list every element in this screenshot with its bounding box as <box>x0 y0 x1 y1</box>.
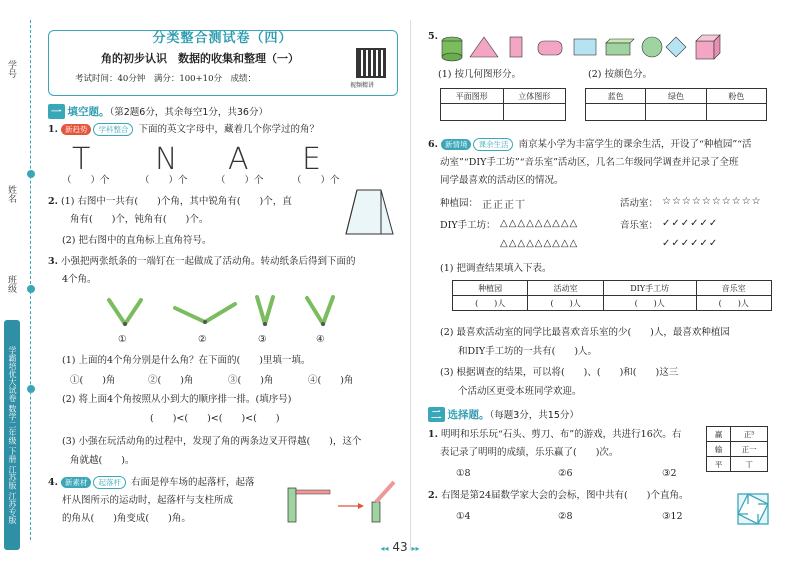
question-text: 下面的英文字母中，藏着几个你学过的角？ <box>138 124 319 135</box>
punch-hole <box>27 285 35 293</box>
table-cell: 赢 <box>707 427 731 442</box>
angles-figure <box>95 294 375 346</box>
answer-blank[interactable]: ③( )角 <box>228 375 274 386</box>
option[interactable]: ②8 <box>558 511 573 522</box>
series-tag: 学霸培优大试卷 数学二年级 下册 江苏版 江苏专版 <box>4 320 20 550</box>
question-3-line2: 4个角。 <box>62 274 97 285</box>
table-cell[interactable] <box>646 104 706 121</box>
table-header: 平面图形 <box>441 89 504 104</box>
arrow-right-icon: ▸▸ <box>411 544 420 553</box>
answer-blank[interactable]: （ ）个 <box>140 175 188 186</box>
question-4-line3: 的角从( )角变成( )角。 <box>62 513 191 524</box>
tally-label: 种植园： <box>440 198 479 209</box>
question-text: (1) 右图中一共有( )个角，其中锐角有( )个，直 <box>60 196 292 207</box>
angle-label: ③ <box>258 334 267 345</box>
question-2-line1 <box>48 195 292 209</box>
question-5-sub2: (2) 按颜色分。 <box>588 69 652 80</box>
question-number: 2. <box>48 196 58 207</box>
question-6-line2: 动室”“DIY手工坊”“音乐室”活动区，几名二年级同学调查并记录了全班 <box>440 157 739 168</box>
section-number: 一 <box>48 104 65 119</box>
question-number: 1. <box>428 429 438 440</box>
fold-line <box>410 20 411 550</box>
choice-1-line1 <box>428 428 681 442</box>
question-number: 3. <box>48 256 58 267</box>
arrow-left-icon: ◂◂ <box>380 544 389 553</box>
choice-1-line2: 表记录了明明的成绩，乐乐赢了( )次。 <box>440 447 619 458</box>
question-6-sub1: (1) 把调查结果填入下表。 <box>440 263 552 274</box>
table-cell[interactable]: ( )人 <box>528 296 603 311</box>
shapes-row <box>440 33 730 63</box>
question-6-sub2a: (2) 最喜欢活动室的同学比最喜欢音乐室的少( )人，最喜欢种植园 <box>440 327 730 338</box>
answer-blank[interactable]: ④( )角 <box>308 375 354 386</box>
shape-type-table <box>440 88 566 121</box>
question-text: 明明和乐乐玩“石头、剪刀、布”的游戏，共进行16次。右 <box>440 429 682 440</box>
class-label: 班级 <box>6 275 16 293</box>
question-5-sub1: (1) 按几何图形分。 <box>438 69 521 80</box>
question-3-sub3b: 角就越( )。 <box>70 455 135 466</box>
table-cell[interactable] <box>503 104 566 121</box>
table-header: DIY手工坊 <box>603 281 696 296</box>
table-header: 音乐室 <box>696 281 771 296</box>
page-number-value: 43 <box>392 540 408 554</box>
angle-label: ④ <box>316 334 325 345</box>
option[interactable]: ③2 <box>662 468 677 479</box>
option[interactable]: ①4 <box>456 511 471 522</box>
qr-caption: 视频精讲 <box>350 82 375 89</box>
table-cell[interactable] <box>586 104 646 121</box>
question-1 <box>48 123 319 137</box>
section-note: （每题3分，共15分） <box>489 410 579 421</box>
punch-hole <box>27 385 35 393</box>
table-cell[interactable]: ( )人 <box>603 296 696 311</box>
color-table <box>585 88 767 121</box>
section-heading <box>428 407 579 422</box>
trapezoid-figure <box>343 188 398 238</box>
answer-blank[interactable]: （ ）个 <box>292 175 340 186</box>
table-cell: 输 <box>707 442 731 457</box>
tally-marks: △△△△△△△△△ <box>500 218 579 229</box>
section-title: 选择题。 <box>447 409 490 421</box>
question-3-sub2: (2) 将上面4个角按照从小到大的顺序排一排。(填序号) <box>62 394 292 405</box>
congress-logo-figure <box>730 488 776 532</box>
badge: 课余生活 <box>473 138 513 151</box>
question-number: 1. <box>48 124 58 135</box>
letter-E: E <box>302 142 321 177</box>
badge: 新趋势 <box>61 124 92 135</box>
section-number: 二 <box>428 407 445 422</box>
badge: 新情境 <box>441 139 472 150</box>
option[interactable]: ②6 <box>558 468 573 479</box>
badge: 学科整合 <box>93 123 133 136</box>
badge: 起落杆 <box>93 476 126 489</box>
question-6-sub3b: 个活动区更受本班同学欢迎。 <box>458 386 582 397</box>
angle-label: ② <box>198 334 207 345</box>
answer-blank[interactable]: ②( )角 <box>148 375 194 386</box>
question-text: 右图是第24届数学家大会的会标，图中共有( )个直角。 <box>440 490 689 501</box>
letter-N: N <box>155 142 178 177</box>
question-6-line3: 同学最喜欢的活动区的情况。 <box>440 175 564 186</box>
order-blanks[interactable]: ( )<( )<( )<( ) <box>150 413 280 424</box>
question-text: 右面是停车场的起落杆，起落 <box>130 477 255 488</box>
option[interactable]: ①8 <box>456 468 471 479</box>
table-cell: 平 <box>707 457 731 472</box>
section-heading <box>48 104 268 119</box>
tally-marks: 正正正丅 <box>482 200 526 211</box>
section-note: （第2题6分，其余每空1分，共36分） <box>109 107 268 118</box>
student-no-label: 学号 <box>6 60 16 78</box>
score-table <box>706 426 768 472</box>
table-header: 立体图形 <box>503 89 566 104</box>
section-title: 填空题。 <box>67 106 110 118</box>
table-header: 粉色 <box>706 89 766 104</box>
page-number <box>360 540 440 554</box>
answer-blank[interactable]: ①( )角 <box>70 375 116 386</box>
angle-label: ① <box>118 334 127 345</box>
page-title: 分类整合测试卷（四） <box>152 31 293 46</box>
table-cell: 正⁵ <box>731 427 768 442</box>
choice-2-line1 <box>428 489 688 503</box>
question-2-line3: (2) 把右图中的直角标上直角符号。 <box>62 235 212 246</box>
question-4-line2: 杆从图所示的运动时，起落杆与支柱所成 <box>62 495 234 506</box>
question-3-sub3a: (3) 小强在玩活动角的过程中，发现了角的两条边叉开得越( )，这个 <box>62 436 362 447</box>
badge: 新素材 <box>61 477 92 488</box>
punch-hole <box>27 170 35 178</box>
table-cell[interactable]: ( )人 <box>453 296 528 311</box>
cut-line <box>30 20 31 540</box>
letter-A: A <box>228 142 249 177</box>
tally-marks: ✓✓✓✓✓✓ <box>662 218 719 229</box>
question-5-number <box>428 30 438 44</box>
table-header: 蓝色 <box>586 89 646 104</box>
table-cell[interactable] <box>441 104 504 121</box>
question-number: 4. <box>48 477 58 488</box>
name-label: 姓名 <box>6 185 16 203</box>
barrier-gate-figure <box>280 480 400 525</box>
question-text: 南京某小学为丰富学生的课余生活，开设了“种植园”“活 <box>518 139 752 150</box>
question-3-line1 <box>48 255 355 269</box>
table-header: 种植园 <box>453 281 528 296</box>
answer-blank[interactable]: （ ）个 <box>216 175 264 186</box>
survey-table <box>452 280 772 311</box>
answer-blank[interactable]: （ ）个 <box>62 175 110 186</box>
question-number: 2. <box>428 490 438 501</box>
table-cell: 正一 <box>731 442 768 457</box>
letter-T: T <box>72 142 91 177</box>
table-cell[interactable]: ( )人 <box>696 296 771 311</box>
question-3-sub1: (1) 上面的4个角分别是什么角？在下面的( )里填一填。 <box>62 355 311 366</box>
tally-marks: △△△△△△△△△ <box>500 238 579 249</box>
exam-info: 考试时间：40分钟 满分：100+10分 成绩： <box>75 74 256 84</box>
question-number: 6. <box>428 139 438 150</box>
question-6-sub2b: 和DIY手工坊的一共有( )人。 <box>458 346 598 357</box>
question-6-line1 <box>428 138 752 152</box>
tally-marks: ✓✓✓✓✓✓ <box>662 238 719 249</box>
table-header: 绿色 <box>646 89 706 104</box>
table-cell[interactable] <box>706 104 766 121</box>
question-4-line1 <box>48 476 255 490</box>
question-2-line2: 角有( )个，钝角有( )个。 <box>70 214 209 225</box>
question-6-sub3a: (3) 根据调查的结果，可以将( )、( )和( )这三 <box>440 367 679 378</box>
page-subtitle: 角的初步认识 数据的收集和整理（一） <box>101 52 299 65</box>
tally-marks: ☆☆☆☆☆☆☆☆☆☆ <box>662 196 762 207</box>
tally-label: 音乐室： <box>620 220 659 231</box>
question-text: 小强把两张纸条的一端钉在一起做成了活动角。转动纸条后得到下面的 <box>60 256 356 267</box>
qr-code <box>356 48 386 78</box>
table-header: 活动室 <box>528 281 603 296</box>
question-number: 5. <box>428 31 438 42</box>
option[interactable]: ③12 <box>662 511 683 522</box>
table-cell: 丅 <box>731 457 768 472</box>
tally-label: 活动室： <box>620 198 659 209</box>
tally-label: DIY手工坊： <box>440 220 496 231</box>
